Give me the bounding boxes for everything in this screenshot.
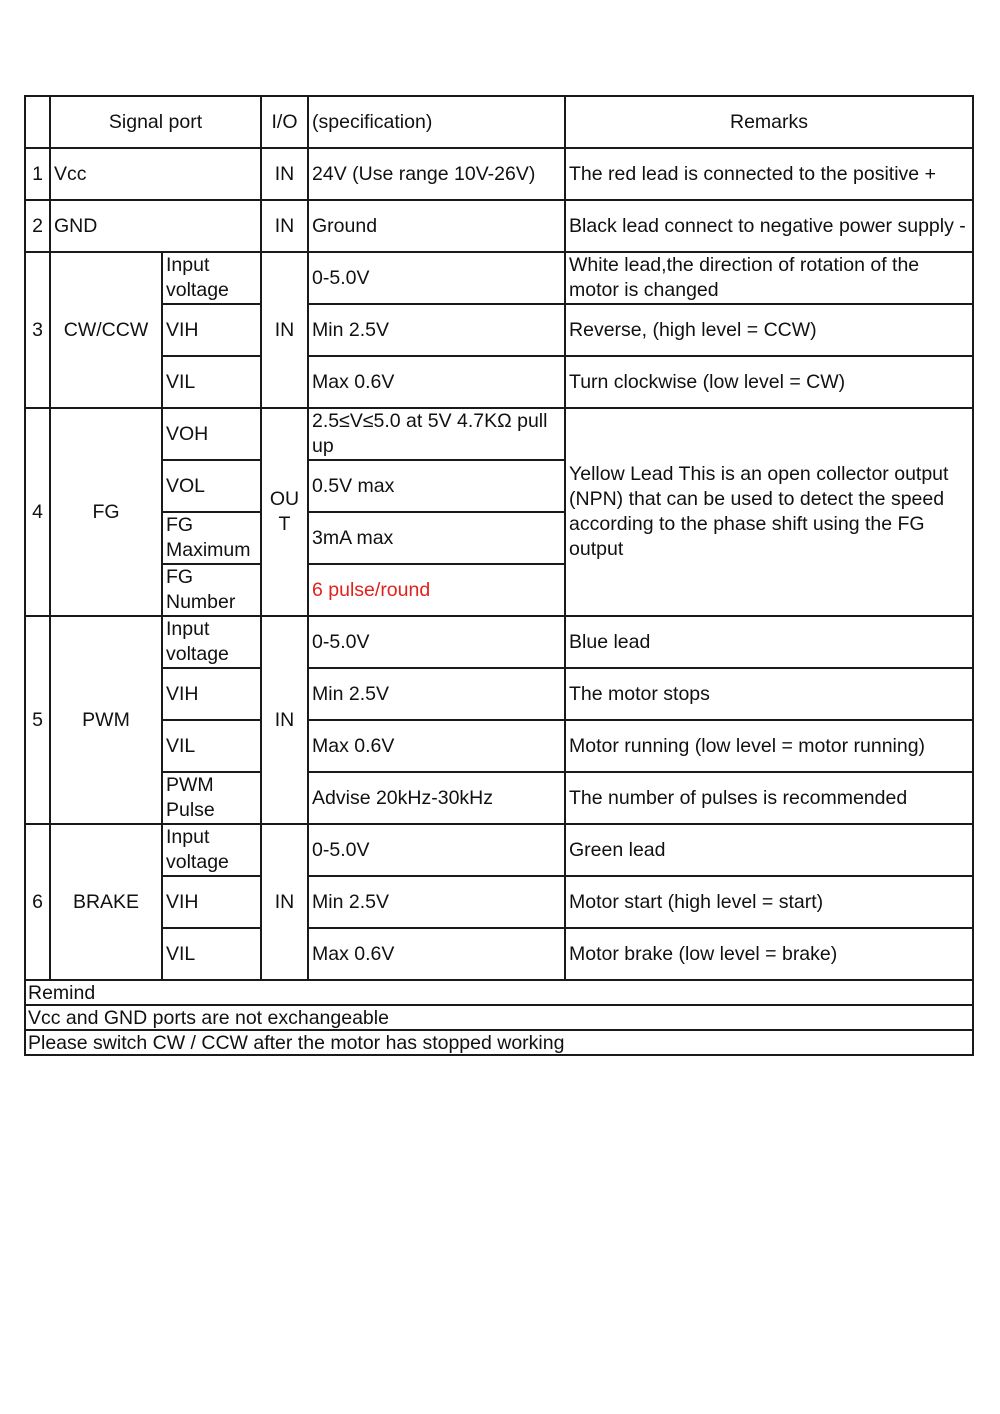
specification: 2.5≤V≤5.0 at 5V 4.7KΩ pull up [308, 408, 565, 460]
specification: 0-5.0V [308, 616, 565, 668]
table-row [25, 304, 973, 356]
signal-port-name: CW/CCW [50, 252, 162, 408]
remark: The motor stops [565, 668, 973, 720]
table-row [25, 824, 973, 876]
header-signal-port: Signal port [50, 96, 261, 148]
remind-title: Remind [25, 980, 973, 1005]
remark: Motor brake (low level = brake) [565, 928, 973, 980]
table-row [25, 928, 973, 980]
sub-parameter: VIL [162, 356, 261, 408]
specification: Max 0.6V [308, 356, 565, 408]
table-row [25, 720, 973, 772]
signal-port-name: Vcc [50, 148, 261, 200]
specification: Advise 20kHz-30kHz [308, 772, 565, 824]
table-row [25, 668, 973, 720]
remark: Black lead connect to negative power supply - [565, 200, 973, 252]
row-number: 1 [25, 148, 50, 200]
header-row [25, 96, 973, 148]
specification: 24V (Use range 10V-26V) [308, 148, 565, 200]
io-direction: OU T [261, 408, 308, 616]
remind-row [25, 980, 973, 1005]
remind-row [25, 1005, 973, 1030]
sub-parameter: VIL [162, 720, 261, 772]
specification: 0-5.0V [308, 824, 565, 876]
header-num-cell [25, 96, 50, 148]
table-row [25, 252, 973, 304]
specification: 0-5.0V [308, 252, 565, 304]
io-direction: IN [261, 252, 308, 408]
table-row [25, 356, 973, 408]
row-number: 3 [25, 252, 50, 408]
specification-highlight: 6 pulse/round [308, 564, 565, 616]
specification: 0.5V max [308, 460, 565, 512]
specification: 3mA max [308, 512, 565, 564]
sub-parameter: VIH [162, 876, 261, 928]
specification: Min 2.5V [308, 876, 565, 928]
remark: Blue lead [565, 616, 973, 668]
row-number: 6 [25, 824, 50, 980]
specification: Ground [308, 200, 565, 252]
specification: Min 2.5V [308, 668, 565, 720]
sub-parameter: VIL [162, 928, 261, 980]
table-row [25, 876, 973, 928]
sub-parameter: Input voltage [162, 824, 261, 876]
sub-parameter: Input voltage [162, 616, 261, 668]
remark: Turn clockwise (low level = CW) [565, 356, 973, 408]
specification: Max 0.6V [308, 928, 565, 980]
row-number: 4 [25, 408, 50, 616]
remark: Green lead [565, 824, 973, 876]
sub-parameter: VIH [162, 668, 261, 720]
remark: Motor start (high level = start) [565, 876, 973, 928]
signal-port-name: FG [50, 408, 162, 616]
signal-port-name: BRAKE [50, 824, 162, 980]
remind-row [25, 1030, 973, 1055]
table-row [25, 148, 973, 200]
io-direction: IN [261, 200, 308, 252]
remark: Motor running (low level = motor running) [565, 720, 973, 772]
sub-parameter: VOL [162, 460, 261, 512]
table-row [25, 408, 973, 460]
io-direction: IN [261, 616, 308, 824]
signal-port-name: PWM [50, 616, 162, 824]
table-row [25, 200, 973, 252]
header-io: I/O [261, 96, 308, 148]
specification: Max 0.6V [308, 720, 565, 772]
sub-parameter: FG Number [162, 564, 261, 616]
row-number: 5 [25, 616, 50, 824]
sub-parameter: FG Maximum [162, 512, 261, 564]
remind-line: Please switch CW / CCW after the motor has stopped working [25, 1030, 973, 1055]
table-row [25, 772, 973, 824]
sub-parameter: PWM Pulse [162, 772, 261, 824]
specification: Min 2.5V [308, 304, 565, 356]
io-direction: IN [261, 148, 308, 200]
row-number: 2 [25, 200, 50, 252]
remark: Reverse, (high level = CCW) [565, 304, 973, 356]
remark: The number of pulses is recommended [565, 772, 973, 824]
signal-port-name: GND [50, 200, 261, 252]
header-remarks: Remarks [565, 96, 973, 148]
signal-spec-table [24, 95, 974, 1056]
remark: The red lead is connected to the positive + [565, 148, 973, 200]
remind-line: Vcc and GND ports are not exchangeable [25, 1005, 973, 1030]
sub-parameter: VOH [162, 408, 261, 460]
header-specification: (specification) [308, 96, 565, 148]
sub-parameter: Input voltage [162, 252, 261, 304]
remark: White lead,the direction of rotation of the motor is changed [565, 252, 973, 304]
io-direction: IN [261, 824, 308, 980]
sub-parameter: VIH [162, 304, 261, 356]
remark: Yellow Lead This is an open collector output (NPN) that can be used to detect the speed according to the phase shift using the FG output [565, 408, 973, 616]
table-row [25, 616, 973, 668]
